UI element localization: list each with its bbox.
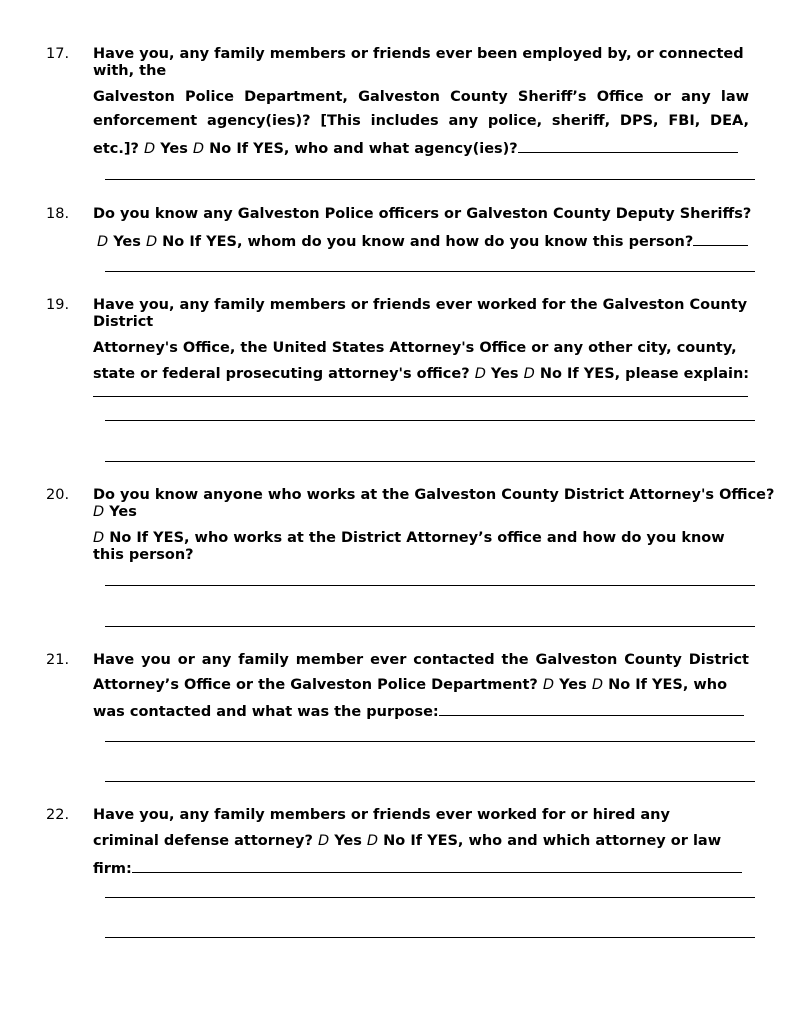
yes-checkbox[interactable]: D	[317, 833, 330, 849]
question-number: 20.	[46, 487, 70, 503]
answer-line[interactable]	[105, 585, 755, 586]
answer-line[interactable]	[105, 626, 755, 627]
question-text: Have you, any family members or friends ever worked for the Galveston County District	[93, 297, 748, 330]
question-number: 22.	[46, 807, 70, 823]
question-text: Do you know anyone who works at the Galveston County District Attorney's Office?	[93, 487, 775, 503]
answer-line[interactable]	[105, 461, 755, 462]
question-answer-line: state or federal prosecuting attorney's office? D Yes D No If YES, please explain:	[93, 366, 750, 382]
answer-blank[interactable]	[518, 138, 738, 153]
question-text: Have you, any family members or friends ever been employed by, or connected with, the	[93, 46, 744, 79]
question-text: Attorney's Office, the United States Attorney's Office or any other city, county,	[93, 340, 737, 356]
no-label: No	[162, 234, 185, 250]
question-answer-line: etc.]? D Yes D No If YES, who and what agency(ies)?	[93, 138, 749, 158]
followup-label: If YES, please explain:	[567, 366, 750, 382]
question-number: 17.	[46, 46, 70, 62]
yes-label: Yes	[490, 366, 519, 382]
answer-line[interactable]	[105, 271, 755, 272]
question-text: Do you know any Galveston Police officers or Galveston County Deputy Sheriffs?	[93, 206, 752, 222]
yes-checkbox[interactable]: D	[93, 504, 105, 520]
question-number: 18.	[46, 206, 70, 222]
no-checkbox[interactable]: D	[523, 366, 535, 382]
question-answer-line: firm:	[93, 858, 749, 878]
question-text: enforcement agency(ies)? [This includes any police, sheriff, DPS, FBI, DEA,	[93, 113, 749, 129]
question-text: Have you, any family members or friends ever worked for or hired any	[93, 807, 670, 823]
question-text: Have you or any family member ever contacted the Galveston County District	[93, 652, 749, 668]
question-answer-line: criminal defense attorney? D Yes D No If YES, who and which attorney or law	[93, 833, 722, 849]
no-checkbox[interactable]: D	[591, 677, 604, 693]
yes-label: Yes	[334, 833, 362, 849]
yes-checkbox[interactable]: D	[542, 677, 555, 693]
answer-line[interactable]	[105, 179, 755, 180]
question-answer-line	[97, 231, 753, 251]
answer-blank[interactable]	[693, 231, 748, 246]
yes-checkbox[interactable]: D	[97, 234, 109, 250]
no-label: No	[383, 833, 406, 849]
no-label: No	[109, 530, 132, 546]
yes-label: Yes	[109, 504, 137, 520]
question-text: Galveston Police Department, Galveston County Sheriff’s Office or any law	[93, 89, 749, 105]
no-label: No	[608, 677, 631, 693]
question-number: 19.	[46, 297, 70, 313]
followup-label: If YES, who works at the District Attorney’s office and how do you know this person?	[93, 530, 725, 563]
answer-line[interactable]	[105, 937, 755, 938]
followup-label: If YES, who and which attorney or law	[410, 833, 722, 849]
answer-line[interactable]	[105, 897, 755, 898]
answer-blank[interactable]	[132, 858, 742, 873]
no-label: No	[539, 366, 562, 382]
followup-label: If YES, who	[635, 677, 728, 693]
question-number: 21.	[46, 652, 70, 668]
yes-label: Yes	[113, 234, 141, 250]
question-answer-line: was contacted and what was the purpose:	[93, 701, 749, 721]
answer-line[interactable]	[105, 781, 755, 782]
yes-label: Yes	[559, 677, 587, 693]
answer-line[interactable]	[105, 420, 755, 421]
no-label: No	[209, 141, 232, 157]
followup-label: If YES, who and what agency(ies)?	[236, 141, 518, 157]
question-answer-line: Attorney’s Office or the Galveston Police Department? D Yes D No If YES, who	[93, 677, 728, 693]
answer-blank[interactable]	[439, 701, 744, 716]
answer-line[interactable]	[105, 741, 755, 742]
yes-checkbox[interactable]: D	[474, 366, 486, 382]
no-checkbox[interactable]: D	[145, 234, 158, 250]
question-answer-line	[93, 504, 749, 521]
no-checkbox[interactable]: D	[192, 141, 205, 157]
yes-checkbox[interactable]: D	[143, 141, 156, 157]
answer-line[interactable]	[93, 396, 748, 397]
followup-label: If YES, whom do you know and how do you know this person?	[189, 234, 694, 250]
no-checkbox[interactable]: D	[93, 530, 105, 546]
no-checkbox[interactable]: D	[366, 833, 379, 849]
yes-label: Yes	[160, 141, 188, 157]
question-answer-line	[93, 530, 755, 564]
